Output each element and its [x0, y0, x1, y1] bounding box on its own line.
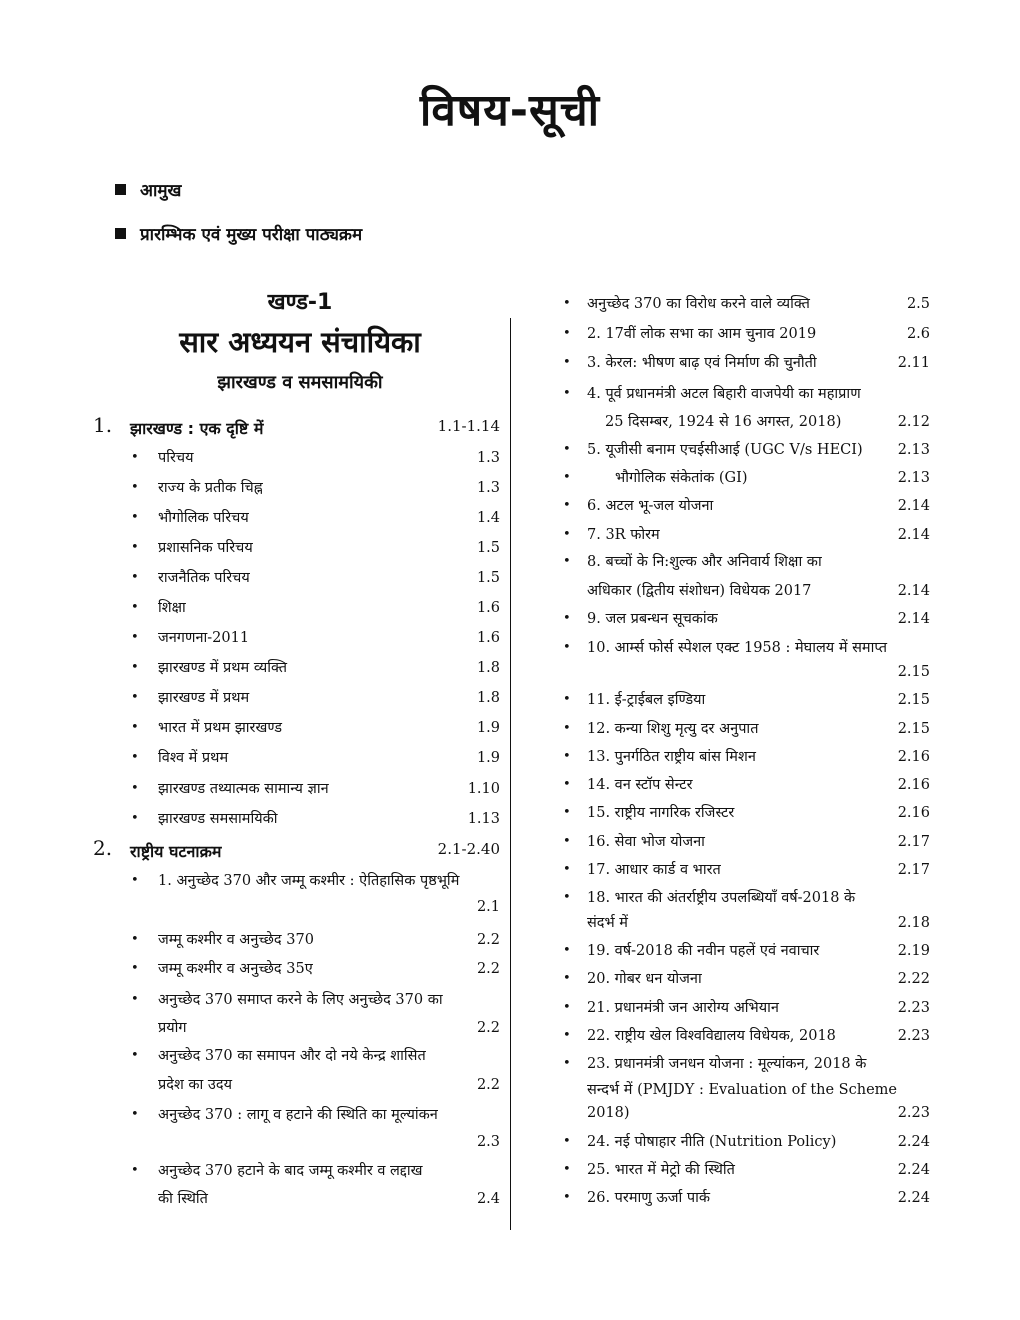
bullet-dot-icon: •: [131, 961, 139, 976]
toc-entry-text: अनुच्छेद 370 का विरोध करने वाले व्यक्ति: [587, 296, 810, 312]
toc-entry-page: 2.2: [476, 961, 500, 977]
square-bullet-icon: [115, 184, 126, 195]
section-title[interactable]: झारखण्ड : एक दृष्टि में: [130, 419, 264, 438]
bullet-dot-icon: •: [563, 1134, 571, 1149]
bullet-dot-icon: •: [131, 1163, 139, 1178]
bullet-dot-icon: •: [563, 777, 571, 792]
toc-entry-text: 12. कन्या शिशु मृत्यु दर अनुपात: [587, 721, 759, 737]
toc-entry-text-continued: संदर्भ में: [587, 915, 628, 931]
toc-entry-page: 2.23: [897, 1105, 930, 1121]
toc-entry-page: 2.15: [897, 692, 930, 708]
bullet-dot-icon: •: [131, 480, 139, 495]
bullet-dot-icon: •: [563, 296, 571, 311]
toc-entry-text: 20. गोबर धन योजना: [587, 971, 702, 987]
bullet-dot-icon: •: [563, 890, 571, 905]
toc-entry-text: अनुच्छेद 370 हटाने के बाद जम्मू कश्मीर व लद्दाख: [158, 1163, 423, 1179]
toc-entry-text-continued: प्रदेश का उदय: [158, 1077, 232, 1093]
bullet-dot-icon: •: [563, 1028, 571, 1043]
toc-entry-text: 23. प्रधानमंत्री जनधन योजना : मूल्यांकन, 2018 के: [587, 1056, 867, 1072]
toc-entry-text: शिक्षा: [158, 600, 186, 616]
toc-entry-text: 6. अटल भू-जल योजना: [587, 498, 714, 514]
toc-entry-text: 17. आधार कार्ड व भारत: [587, 862, 721, 878]
toc-entry-text: जम्मू कश्मीर व अनुच्छेद 35ए: [158, 961, 313, 977]
bullet-dot-icon: •: [131, 510, 139, 525]
toc-entry-page: 2.2: [476, 1020, 500, 1036]
toc-entry-text: 10. आर्म्स फोर्स स्पेशल एक्ट 1958 : मेघालय में समाप्त: [587, 640, 888, 656]
part-subheading: झारखण्ड व समसामयिकी: [217, 372, 383, 393]
bullet-dot-icon: •: [563, 640, 571, 655]
toc-item-label: प्रारम्भिक एवं मुख्य परीक्षा पाठ्यक्रम: [140, 225, 363, 245]
part-heading: सार अध्ययन संचायिका: [179, 325, 421, 359]
toc-entry-text: विश्व में प्रथम: [158, 750, 229, 766]
square-bullet-icon: [115, 228, 126, 239]
bullet-dot-icon: •: [563, 470, 571, 485]
bullet-dot-icon: •: [563, 326, 571, 341]
bullet-dot-icon: •: [131, 1107, 139, 1122]
toc-entry-page: 2.1: [476, 899, 500, 915]
toc-entry-text: 24. नई पोषाहार नीति (Nutrition Policy): [587, 1134, 837, 1150]
toc-entry-page: 2.14: [897, 583, 930, 599]
toc-entry-text-continued: प्रयोग: [158, 1020, 187, 1036]
bullet-dot-icon: •: [563, 721, 571, 736]
bullet-dot-icon: •: [131, 781, 139, 796]
toc-entry-text: 1. अनुच्छेद 370 और जम्मू कश्मीर : ऐतिहासिक पृष्ठभूमि: [158, 873, 460, 889]
toc-entry-text: 15. राष्ट्रीय नागरिक रजिस्टर: [587, 805, 735, 821]
toc-entry-text-continued: 2018): [587, 1105, 630, 1121]
toc-entry-text: अनुच्छेद 370 का समापन और दो नये केन्द्र शासित: [158, 1048, 426, 1064]
toc-entry-page: 2.24: [897, 1162, 930, 1178]
bullet-dot-icon: •: [563, 442, 571, 457]
toc-entry-text: 9. जल प्रबन्धन सूचकांक: [587, 611, 718, 627]
bullet-dot-icon: •: [131, 690, 139, 705]
toc-entry-text: 21. प्रधानमंत्री जन आरोग्य अभियान: [587, 1000, 779, 1016]
toc-entry-page: 2.14: [897, 611, 930, 627]
bullet-dot-icon: •: [563, 1190, 571, 1205]
toc-entry-page: 2.3: [476, 1134, 500, 1150]
toc-entry-page: 2.15: [897, 721, 930, 737]
bullet-dot-icon: •: [563, 943, 571, 958]
toc-entry-page: 2.16: [897, 805, 930, 821]
toc-entry-page: 1.8: [476, 690, 500, 706]
bullet-dot-icon: •: [563, 692, 571, 707]
bullet-dot-icon: •: [563, 1000, 571, 1015]
toc-entry-page: 1.5: [476, 540, 500, 556]
bullet-dot-icon: •: [131, 750, 139, 765]
toc-entry-text-continued: 25 दिसम्बर, 1924 से 16 अगस्त, 2018): [605, 414, 842, 430]
toc-entry-page: 1.3: [476, 480, 500, 496]
toc-entry-text: राजनैतिक परिचय: [158, 570, 250, 586]
section-number: 1.: [93, 413, 113, 437]
toc-entry-page: 2.17: [897, 862, 930, 878]
toc-entry-text: 25. भारत में मेट्रो की स्थिति: [587, 1162, 735, 1178]
toc-entry-text: भौगोलिक संकेतांक (GI): [615, 470, 748, 486]
bullet-dot-icon: •: [131, 873, 139, 888]
bullet-dot-icon: •: [131, 992, 139, 1007]
toc-entry-page: 2.2: [476, 1077, 500, 1093]
toc-entry-page: 2.23: [897, 1028, 930, 1044]
bullet-dot-icon: •: [563, 834, 571, 849]
section-page-range: 1.1-1.14: [437, 417, 500, 435]
bullet-dot-icon: •: [131, 630, 139, 645]
bullet-dot-icon: •: [563, 611, 571, 626]
toc-entry-page: 1.8: [476, 660, 500, 676]
toc-entry-text: 5. यूजीसी बनाम एचईसीआई (UGC V/s HECI): [587, 442, 863, 458]
toc-entry-text: 18. भारत की अंतर्राष्ट्रीय उपलब्धियाँ वर्ष-2018 के: [587, 890, 856, 906]
bullet-dot-icon: •: [563, 355, 571, 370]
bullet-dot-icon: •: [131, 720, 139, 735]
toc-entry-page: 2.24: [897, 1134, 930, 1150]
toc-entry-page: 2.13: [897, 442, 930, 458]
toc-entry-page: 2.14: [897, 527, 930, 543]
bullet-dot-icon: •: [563, 805, 571, 820]
toc-entry-text: राज्य के प्रतीक चिह्न: [158, 480, 263, 496]
toc-entry-text: 16. सेवा भोज योजना: [587, 834, 705, 850]
toc-entry-text-continued: सन्दर्भ में (PMJDY : Evaluation of the Scheme: [587, 1082, 897, 1098]
toc-entry-page: 1.3: [476, 450, 500, 466]
toc-entry-text: जनगणना-2011: [158, 630, 250, 646]
toc-entry-text: 22. राष्ट्रीय खेल विश्वविद्यालय विधेयक, 2018: [587, 1028, 836, 1044]
bullet-dot-icon: •: [131, 811, 139, 826]
toc-entry-text: 3. केरल: भीषण बाढ़ एवं निर्माण की चुनौती: [587, 355, 817, 371]
bullet-dot-icon: •: [563, 527, 571, 542]
bullet-dot-icon: •: [563, 554, 571, 569]
toc-entry-page: 2.12: [897, 414, 930, 430]
toc-entry-page: 2.6: [906, 326, 930, 342]
toc-entry-text: परिचय: [158, 450, 194, 466]
toc-entry-page: 2.24: [897, 1190, 930, 1206]
bullet-dot-icon: •: [131, 1048, 139, 1063]
toc-entry-text: झारखण्ड समसामयिकी: [158, 811, 278, 827]
bullet-dot-icon: •: [131, 450, 139, 465]
toc-entry-page: 2.4: [476, 1191, 500, 1207]
toc-entry-page: 2.15: [897, 664, 930, 680]
toc-entry-text: भारत में प्रथम झारखण्ड: [158, 720, 282, 736]
toc-entry-page: 1.10: [467, 781, 500, 797]
toc-entry-page: 2.17: [897, 834, 930, 850]
bullet-dot-icon: •: [563, 971, 571, 986]
toc-entry-text-continued: की स्थिति: [158, 1191, 208, 1207]
bullet-dot-icon: •: [563, 498, 571, 513]
column-divider: [510, 318, 511, 1230]
toc-entry-page: 1.9: [476, 750, 500, 766]
toc-entry-page: 2.19: [897, 943, 930, 959]
toc-entry-page: 2.16: [897, 777, 930, 793]
bullet-dot-icon: •: [131, 600, 139, 615]
toc-entry-page: 2.5: [906, 296, 930, 312]
page-title: विषय-सूची: [419, 85, 601, 136]
toc-entry-text: 7. 3R फोरम: [587, 527, 660, 543]
toc-entry-page: 2.14: [897, 498, 930, 514]
toc-entry-text: 19. वर्ष-2018 की नवीन पहलें एवं नवाचार: [587, 943, 820, 959]
section-title[interactable]: राष्ट्रीय घटनाक्रम: [130, 842, 222, 861]
toc-entry-text: 26. परमाणु ऊर्जा पार्क: [587, 1190, 710, 1206]
toc-entry-page: 1.9: [476, 720, 500, 736]
toc-entry-page: 2.11: [897, 355, 930, 371]
bullet-dot-icon: •: [131, 932, 139, 947]
toc-entry-text: 8. बच्चों के नि:शुल्क और अनिवार्य शिक्षा का: [587, 554, 822, 570]
toc-entry-text: झारखण्ड तथ्यात्मक सामान्य ज्ञान: [158, 781, 329, 797]
section-number: 2.: [93, 836, 113, 860]
bullet-dot-icon: •: [131, 660, 139, 675]
toc-entry-page: 1.13: [467, 811, 500, 827]
toc-entry-text: अनुच्छेद 370 समाप्त करने के लिए अनुच्छेद 370 का: [158, 992, 443, 1008]
toc-item-foreword[interactable]: [115, 178, 181, 201]
bullet-dot-icon: •: [563, 1162, 571, 1177]
toc-entry-page: 1.6: [476, 600, 500, 616]
toc-entry-text-continued: अधिकार (द्वितीय संशोधन) विधेयक 2017: [587, 583, 812, 599]
toc-entry-text: झारखण्ड में प्रथम व्यक्ति: [158, 660, 288, 676]
toc-entry-page: 2.22: [897, 971, 930, 987]
toc-entry-text: जम्मू कश्मीर व अनुच्छेद 370: [158, 932, 314, 948]
toc-entry-text: अनुच्छेद 370 : लागू व हटाने की स्थिति का मूल्यांकन: [158, 1107, 438, 1123]
toc-entry-text: 11. ई-ट्राईबल इण्डिया: [587, 692, 706, 708]
toc-entry-text: 4. पूर्व प्रधानमंत्री अटल बिहारी वाजपेयी का महाप्राण: [587, 386, 861, 402]
toc-entry-text: 2. 17वीं लोक सभा का आम चुनाव 2019: [587, 326, 817, 342]
toc-entry-page: 1.6: [476, 630, 500, 646]
toc-entry-page: 2.16: [897, 749, 930, 765]
section-page-range: 2.1-2.40: [437, 840, 500, 858]
toc-entry-page: 2.18: [897, 915, 930, 931]
toc-entry-page: 1.4: [476, 510, 500, 526]
bullet-dot-icon: •: [563, 862, 571, 877]
bullet-dot-icon: •: [563, 749, 571, 764]
part-label: खण्ड-1: [267, 290, 333, 315]
bullet-dot-icon: •: [131, 570, 139, 585]
toc-entry-text: झारखण्ड में प्रथम: [158, 690, 250, 706]
toc-entry-text: प्रशासनिक परिचय: [158, 540, 253, 556]
toc-entry-text: 14. वन स्टॉप सेन्टर: [587, 777, 693, 793]
toc-entry-page: 2.23: [897, 1000, 930, 1016]
bullet-dot-icon: •: [563, 386, 571, 401]
toc-item-syllabus[interactable]: [115, 222, 362, 245]
bullet-dot-icon: •: [131, 540, 139, 555]
toc-entry-page: 2.13: [897, 470, 930, 486]
toc-item-label: आमुख: [140, 181, 182, 201]
toc-entry-text: भौगोलिक परिचय: [158, 510, 249, 526]
toc-entry-page: 1.5: [476, 570, 500, 586]
bullet-dot-icon: •: [563, 1056, 571, 1071]
toc-entry-text: 13. पुनर्गठित राष्ट्रीय बांस मिशन: [587, 749, 756, 765]
toc-entry-page: 2.2: [476, 932, 500, 948]
